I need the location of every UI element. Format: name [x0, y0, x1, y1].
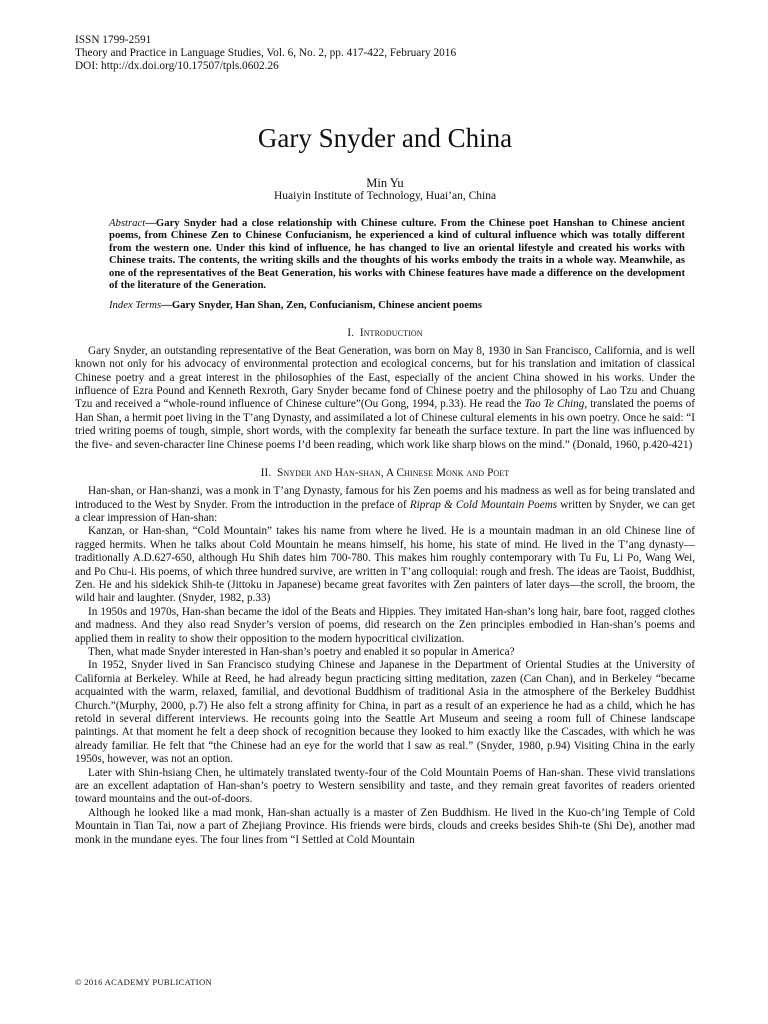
- copyright-footer: © 2016 ACADEMY PUBLICATION: [75, 977, 212, 987]
- paragraph: Later with Shin-hsiang Chen, he ultimately translated twenty-four of the Cold Mountain Poems of Han-shan. These vivid translations are an excellent adaptation of Han-shan’s poetry to Western sensibility and taste, and they remain great favorites of readers oriented toward mountains and the out-of-doors.: [75, 766, 695, 806]
- doi-line: DOI: http://dx.doi.org/10.17507/tpls.0602.26: [75, 60, 279, 72]
- paragraph-text: , translated the poems of Han Shan, a hermit poet living in the T’ang Dynasty, and assimilated a lot of Chinese cultural elements in his own poetry. Once he said: “I tried writing poems of tough, simple, short words, with the complexity far beneath the surface texture. In part the line was influenced by the five- and seven-character line Chinese poems I’d been reading, which work like sharp blows on the mind.” (Donald, 1960, p.420-421): [75, 398, 695, 451]
- index-terms-text: —Gary Snyder, Han Shan, Zen, Confucianism, Chinese ancient poems: [161, 299, 483, 312]
- paragraph-text: Gary Snyder, an outstanding representative of the Beat Generation, was born on May 8, 1930 in San Francisco, California, and is well known not only for his advocacy of environmental protection and ecological concerns, but for his translation and imitation of classical Chinese poetry and a great interest in the philosophies of the East, especially of the ancient China showed in his works. Under the influence of Ezra Pound and Kenneth Rexroth, Gary Snyder became fond of Chinese poetry and the philosophy of Lao Tzu and Chuang Tzu and received a “whole-round influence of Chinese culture”(Ou Gong, 1994, p.33). He read the: [75, 344, 695, 411]
- block-quote: Kanzan, or Han-shan, “Cold Mountain” takes his name from where he lived. He is a mountain madman in an old Chinese line of ragged hermits. When he talks about Cold Mountain he means himself, his home, his state of mind. He lived in the T’ang dynasty—traditionally A.D.627-650, although Hu Shih dates him 700-780. This makes him roughly contemporary with Tu Fu, Li Po, Wang Wei, and Po Chu-i. His poems, of which three hundred survive, are written in T’ang colloquial: rough and fresh. The ideas are Taoist, Buddhist, Zen. He and his sidekick Shih-te (Jittoku in Japanese) became great favorites with Zen painters of later days—the scroll, the broom, the wild hair and laughter. (Snyder, 1982, p.33): [75, 525, 695, 605]
- paragraph: Then, what made Snyder interested in Han-shan’s poetry and enabled it so popular in America?: [88, 645, 515, 658]
- paragraph-text: written by Snyder, we can get a clear impression of Han-shan:: [75, 498, 695, 524]
- abstract-text: —Gary Snyder had a close relationship with Chinese culture. From the Chinese poet Hanshan to Chinese ancient poems, from Chinese Zen to Chinese Confucianism, he experienced a kind of cultural influence which was totally different from the western one. Under this kind of influence, he has changed to live an oriental lifestyle and created his works with Chinese traits. The contents, the writing skills and the thoughts of his works embody the traits in a whole way. Meanwhile, as one of the representatives of the Beat Generation, his works with Chinese features have made a difference on the development of the literature of the Generation.: [109, 217, 685, 292]
- author-name: Min Yu: [366, 176, 404, 190]
- article-page: [75, 34, 695, 847]
- article-title: Gary Snyder and China: [257, 123, 513, 153]
- section-title: Introduction: [359, 326, 423, 339]
- journal-citation: Theory and Practice in Language Studies, Vol. 6, No. 2, pp. 417-422, February 2016: [75, 47, 457, 59]
- index-terms: [109, 299, 685, 311]
- abstract-label: Abstract: [109, 217, 146, 229]
- section-heading-introduction: [75, 327, 695, 339]
- paragraph-text: Han-shan, or Han-shanzi, was a monk in T’ang Dynasty, famous for his Zen poems and his madness as well as for being translated and introduced to the West by Snyder. From the introduction in the preface of: [75, 485, 695, 511]
- paragraph: In 1952, Snyder lived in San Francisco studying Chinese and Japanese in the Department of Oriental Studies at the University of California at Berkeley. While at Reed, he had already begun practicing sitting meditation, zazen (Can Chan), and in Berkeley “became acquainted with the warm, relaxed, familial, and devotional Buddhism of traditional Asia in the atmosphere of the Berkeley Buddhist Church.”(Murphy, 2000, p.7) He also felt a strong affinity for China, in part as a result of an experience he had as a child, which he has retold in several different interviews. He recounts going into the Seattle Art Museum and seeing a room full of Chinese landscape paintings. At that moment he felt a deep shock of recognition because they looked to him exactly like the Cascades, with which he was already familiar. He felt that “the Chinese had an eye for the world that I saw as real.” (Snyder, 1980, p.94) Visiting China in the early 1950s, however, was not an option.: [75, 659, 695, 766]
- issn-line: ISSN 1799-2591: [75, 34, 152, 46]
- abstract: [109, 217, 685, 291]
- book-title: Riprap & Cold Mountain Poems: [409, 498, 558, 511]
- paragraph: Although he looked like a mad monk, Han-shan actually is a master of Zen Buddhism. He lived in the Kuo-ch’ing Temple of Cold Mountain in Tian Tai, now a part of Zhejiang Province. His friends were birds, clouds and creeks besides Shih-te (Shi De), another mad monk in the mundane eyes. The four lines from “I Settled at Cold Mountain: [75, 806, 695, 846]
- section-number: II.: [260, 467, 272, 480]
- section-number: I.: [347, 326, 355, 339]
- book-title: Tao Te Ching: [524, 398, 585, 411]
- paragraph: In 1950s and 1970s, Han-shan became the idol of the Beats and Hippies. They imitated Han-shan’s long hair, bare foot, ragged clothes and madness. And they also read Snyder’s version of poems, did research on the Zen principles embodied in Han-shan’s poems and applied them in reality to show their opposition to the modern hypocritical civilization.: [75, 605, 695, 645]
- author-affiliation: Huaiyin Institute of Technology, Huai’an, China: [273, 190, 497, 202]
- paragraph: [75, 345, 695, 452]
- index-terms-label: Index Terms: [109, 299, 162, 312]
- section-heading-snyder-hanshan: [75, 467, 695, 479]
- section-title: Snyder and Han-shan, A Chinese Monk and Poet: [277, 467, 510, 480]
- paragraph: [75, 485, 695, 525]
